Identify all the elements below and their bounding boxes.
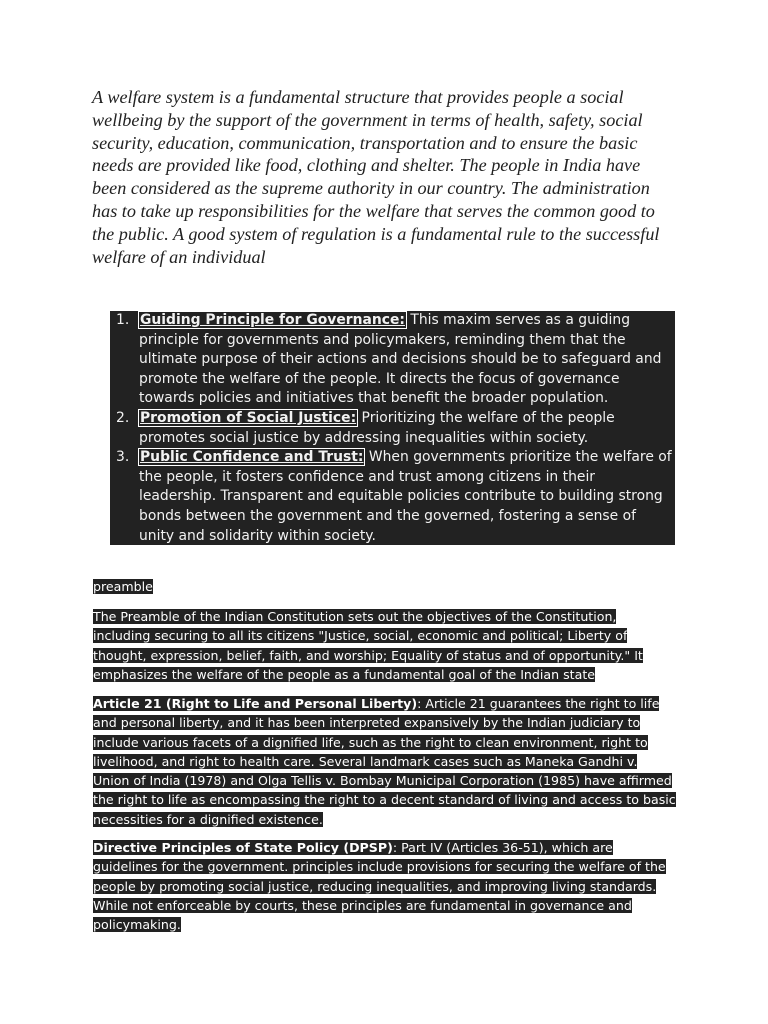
list-item bbox=[110, 448, 675, 546]
list-item bbox=[110, 409, 675, 448]
intro-paragraph: A welfare system is a fundamental structure that provides people a social wellbeing by the support of the government in terms of health, safety, social security, education, communication, transportation and to ensure the basic needs are provided like food, clothing and shelter. The people in India have been considered as the supreme authority in our country. The administration has to take up responsibilities for the welfare that serves the common good to the public. A good system of regulation is a fundamental rule to the successful welfare of an individual bbox=[92, 87, 660, 267]
list-number: 1. bbox=[116, 312, 130, 328]
dpsp-term: Directive Principles of State Policy (DPSP) bbox=[93, 840, 393, 855]
principles-list bbox=[110, 311, 675, 546]
list-item-text: Prioritizing the welfare of the people promotes social justice by addressing inequalities within society. bbox=[139, 409, 615, 446]
preamble-paragraph bbox=[93, 607, 677, 684]
preamble-label: preamble bbox=[93, 579, 153, 594]
list-item-text: This maxim serves as a guiding principle for governments and policymakers, reminding them that the ultimate purpose of their actions and decisions should be to safeguard and promote the welfare of the people. It directs the focus of governance towards policies and initiatives that benefit the broader population. bbox=[139, 312, 662, 407]
article21-term: Article 21 (Right to Life and Personal Liberty) bbox=[93, 696, 418, 711]
list-item-term: Guiding Principle for Governance: bbox=[140, 312, 405, 328]
list-number: 2. bbox=[116, 409, 130, 426]
article21-paragraph bbox=[93, 694, 677, 829]
list-number: 3. bbox=[116, 449, 130, 466]
dpsp-text: : Part IV (Articles 36-51), which are guidelines for the government. principles include provisions for securing the welfare of the people by promoting social justice, reducing inequalities, and improving living standards. While not enforceable by courts, these principles are fundamental in governance and policymaking. bbox=[93, 840, 666, 933]
list-item bbox=[110, 311, 675, 409]
list-item-text: When governments prioritize the welfare of the people, it fosters confidence and trust among citizens in their leadership. Transparent and equitable policies contribute to building strong bonds between the government and the governed, fostering a sense of unity and solidarity within society. bbox=[139, 449, 672, 544]
preamble-text: The Preamble of the Indian Constitution sets out the objectives of the Constitution, including securing to all its citizens "Justice, social, economic and political; Liberty of thought, expression, belief, faith, and worship; Equality of status and of opportunity." It emphasizes the welfare of the people as a fundamental goal of the Indian state bbox=[93, 609, 643, 682]
list-item-term: Public Confidence and Trust: bbox=[140, 449, 364, 466]
dpsp-paragraph bbox=[93, 838, 677, 934]
article21-text: : Article 21 guarantees the right to life and personal liberty, and it has been interpreted expansively by the Indian judiciary to include various facets of a dignified life, such as the right to clean environment, right to livelihood, and right to health care. Several landmark cases such as Maneka Gandhi v. Union of India (1978) and Olga Tellis v. Bombay Municipal Corporation (1985) have affirmed the right to life as encompassing the right to a decent standard of living and access to basic necessities for a dignified existence. bbox=[93, 696, 676, 827]
preamble-heading bbox=[93, 577, 677, 596]
list-item-term: Promotion of Social Justice: bbox=[140, 409, 357, 426]
principles-box bbox=[110, 311, 675, 545]
